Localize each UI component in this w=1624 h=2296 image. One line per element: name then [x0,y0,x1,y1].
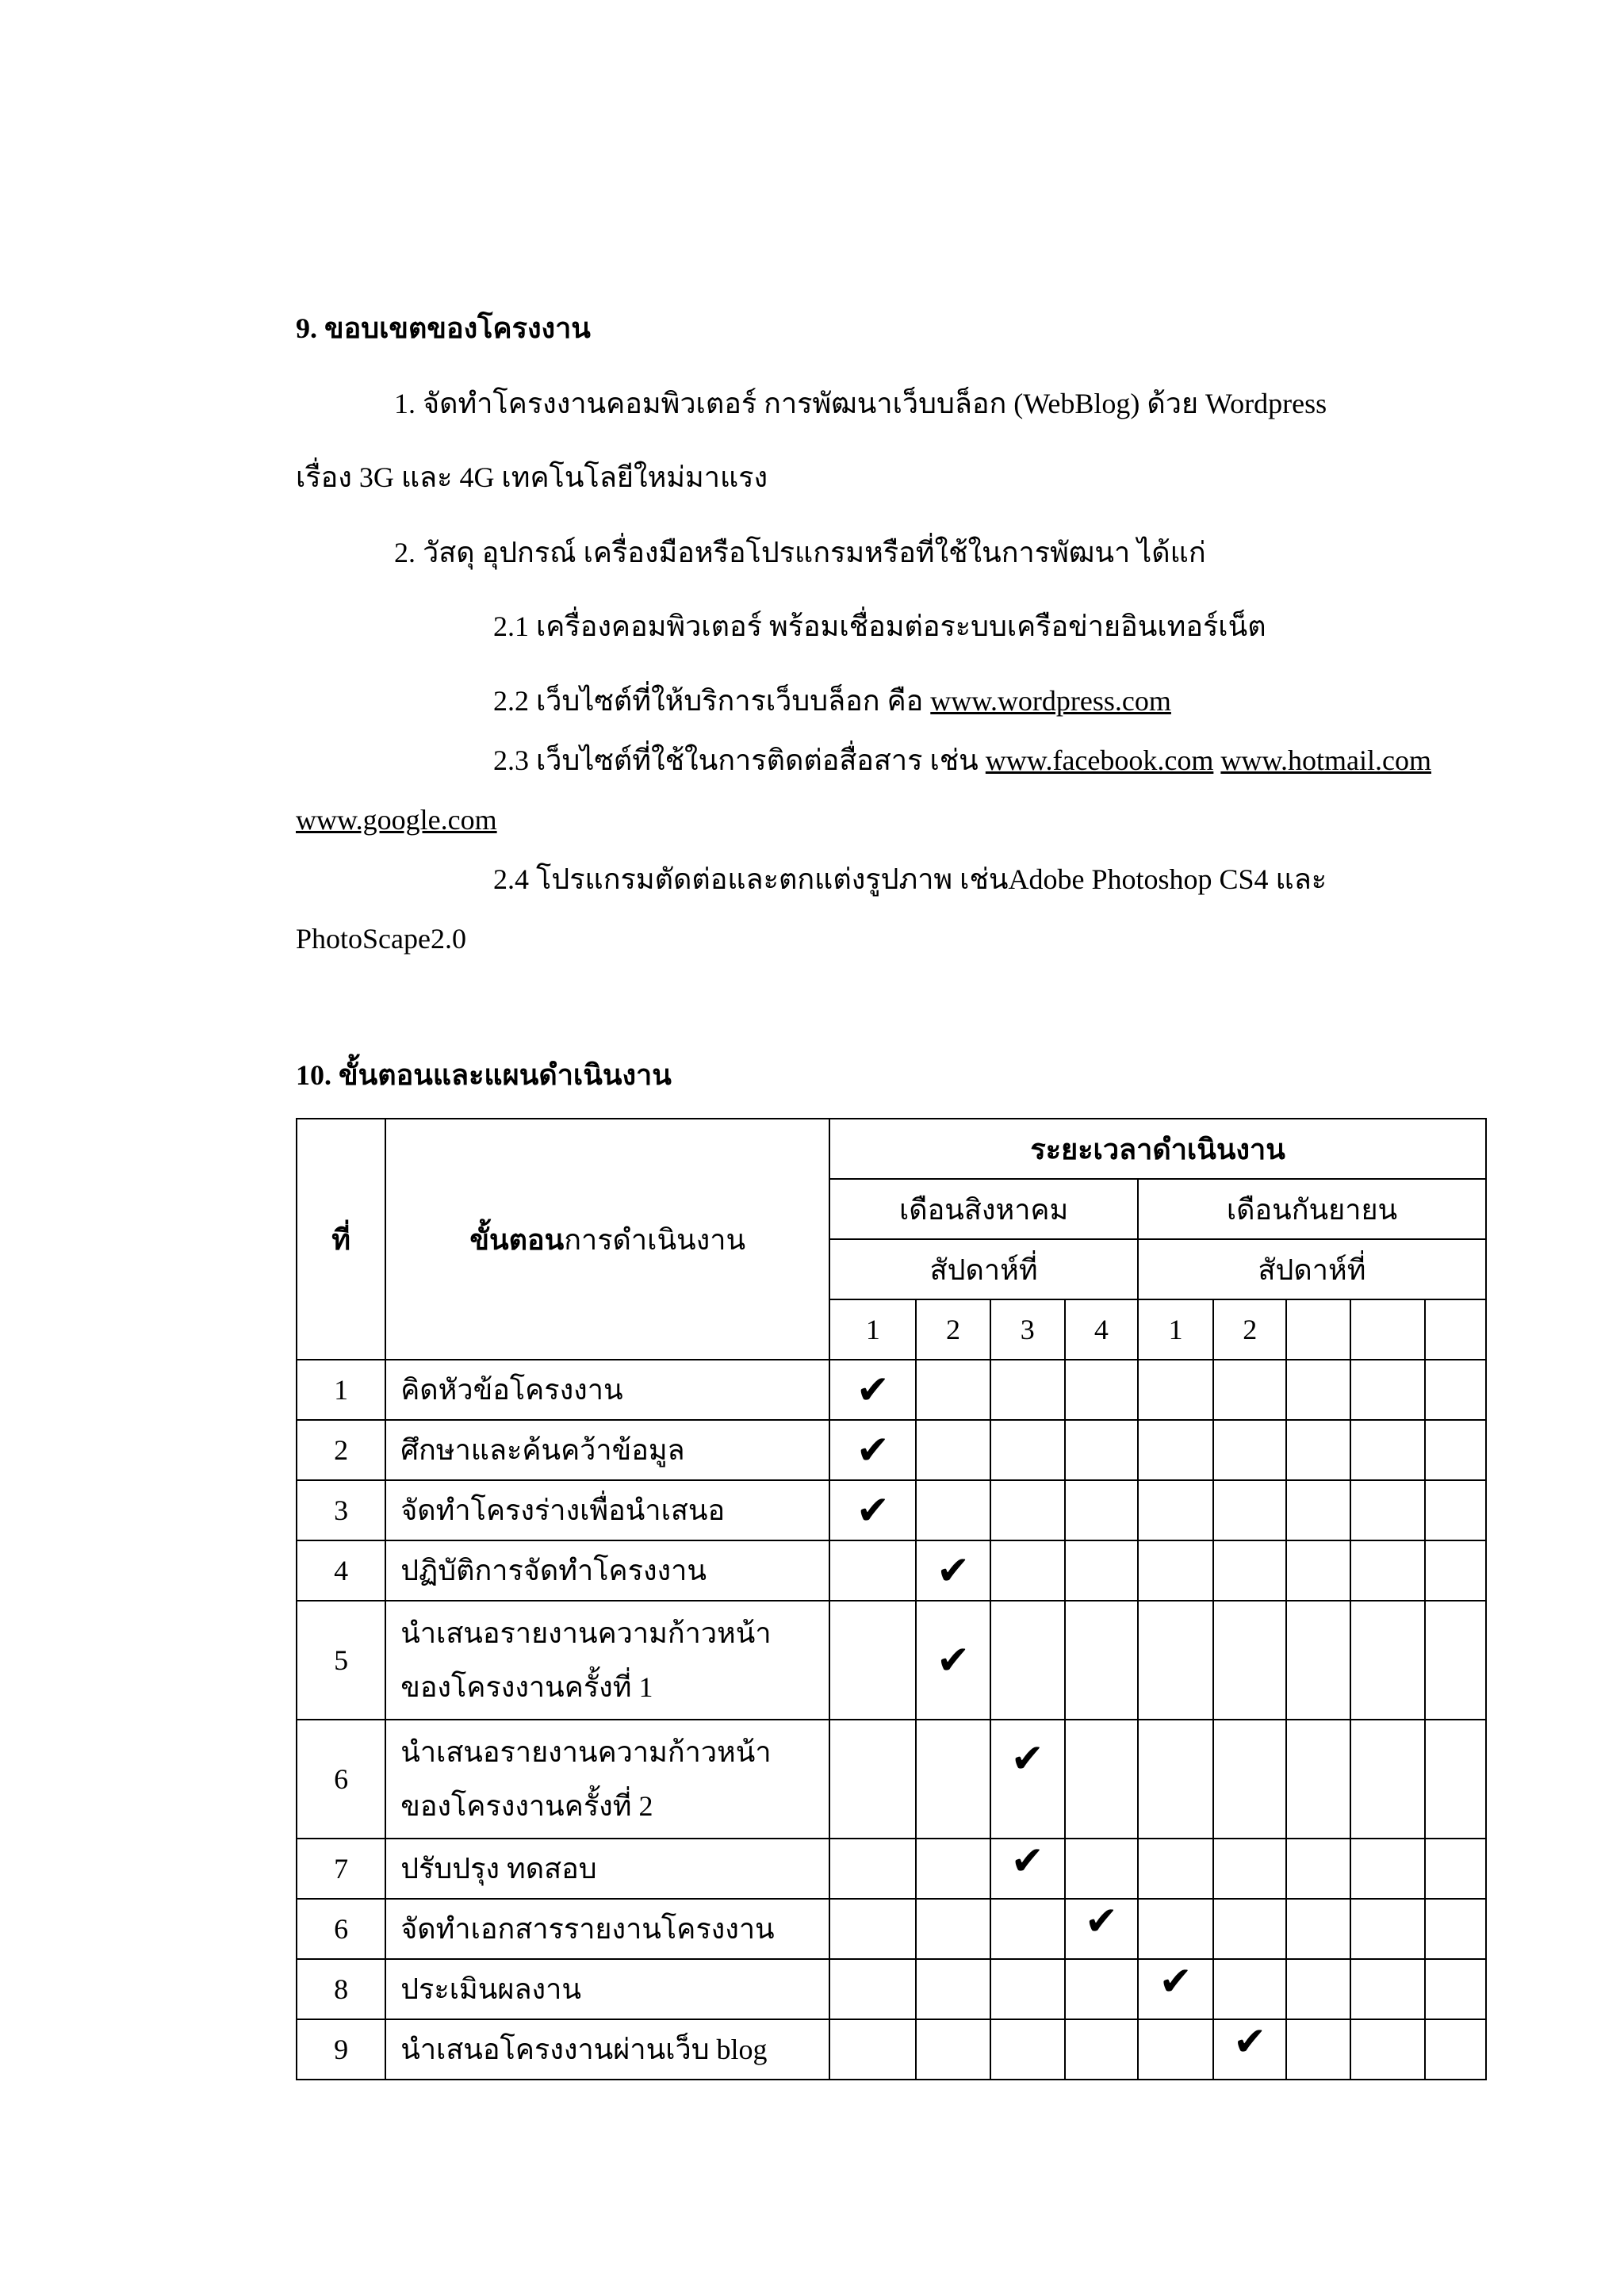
week-cell [1286,1480,1350,1540]
wordpress-link[interactable]: www.wordpress.com [930,685,1171,717]
week-cell [1213,1420,1286,1480]
week-cell [1138,1480,1213,1540]
week-cell [829,1839,916,1899]
week-cell [1425,1959,1486,2019]
scope-item-2-3-text: 2.3 เว็บไซต์ที่ใช้ในการติดต่อสื่อสาร เช่น [493,744,986,776]
week-cell [829,1720,916,1839]
week-cell [1213,1720,1286,1839]
row-number: 2 [297,1420,385,1480]
row-number: 4 [297,1540,385,1601]
step-description [385,1959,829,2019]
week-cell [1138,1360,1213,1420]
week-cell [1350,1839,1424,1899]
month-header-september: เดือนกันยายน [1138,1179,1486,1239]
week-cell [1286,1899,1350,1959]
week-cell [829,1420,916,1480]
week-cell [1213,1540,1286,1601]
week-cell [916,1420,990,1480]
table-row [297,1899,1486,1959]
scope-item-2-4-line-1: 2.4 โปรแกรมตัดต่อและตกแต่งรูปภาพ เช่นAdobe Photoshop CS4 และ [493,863,1327,895]
week-cell [829,1540,916,1601]
week-cell [1286,1601,1350,1720]
column-header-step-rest: การดำเนินงาน [564,1223,746,1256]
week-number [1425,1299,1486,1360]
week-cell [1138,1959,1213,2019]
week-cell [1213,1360,1286,1420]
week-cell [990,1420,1065,1480]
row-number: 8 [297,1959,385,2019]
scope-item-2-1: 2.1 เครื่องคอมพิวเตอร์ พร้อมเชื่อมต่อระบบเครือข่ายอินเทอร์เน็ต [493,610,1266,642]
week-cell [1065,1601,1138,1720]
section-10-heading: 10. ขั้นตอนและแผนดำเนินงาน [296,1059,672,1091]
step-description [385,1839,829,1899]
column-header-step-bold: ขั้นตอน [469,1223,565,1256]
step-description [385,1480,829,1540]
week-cell [1286,1360,1350,1420]
step-description [385,1601,829,1720]
week-cell [1065,1420,1138,1480]
table-row [297,1601,1486,1720]
check-mark-icon: ✔ [1159,1957,1193,2004]
row-number: 9 [297,2019,385,2080]
week-cell [1350,1480,1424,1540]
week-cell [829,1959,916,2019]
week-number: 2 [1213,1299,1286,1360]
row-number: 1 [297,1360,385,1420]
work-plan-body [297,1360,1486,2080]
week-number: 3 [990,1299,1065,1360]
week-cell [1425,1420,1486,1480]
week-cell [1425,1360,1486,1420]
step-line-2: ของโครงงานครั้งที่ 2 [400,1790,653,1822]
table-row [297,1420,1486,1480]
column-header-no: ที่ [297,1119,385,1360]
week-label-august: สัปดาห์ที่ [829,1239,1138,1299]
week-cell [1213,1480,1286,1540]
week-cell [990,2019,1065,2080]
step-line-1: ปฏิบัติการจัดทำโครงงาน [400,1555,707,1586]
check-mark-icon: ✔ [1233,2018,1267,2064]
table-row [297,1480,1486,1540]
week-cell [916,1720,990,1839]
step-line-1: ศึกษาและค้นคว้าข้อมูล [400,1434,685,1466]
row-number: 6 [297,1720,385,1839]
week-cell [990,1959,1065,2019]
week-cell [1350,1420,1424,1480]
week-cell [916,1540,990,1601]
scope-item-2: 2. วัสดุ อุปกรณ์ เครื่องมือหรือโปรแกรมหรือที่ใช้ในการพัฒนา ได้แก่ [394,537,1206,568]
check-mark-icon: ✔ [1084,1897,1118,1944]
week-cell [990,1540,1065,1601]
scope-item-1-line-2: เรื่อง 3G และ 4G เทคโนโลยีใหม่มาแรง [296,461,768,493]
week-cell [916,1839,990,1899]
week-cell [1350,1959,1424,2019]
week-cell [1425,2019,1486,2080]
row-number: 6 [297,1899,385,1959]
week-cell [1286,1959,1350,2019]
week-cell [1065,1959,1138,2019]
week-cell [1350,1540,1424,1601]
week-cell [829,1601,916,1720]
step-line-1: นำเสนอรายงานความก้าวหน้า [400,1617,772,1649]
row-number: 7 [297,1839,385,1899]
check-mark-icon: ✔ [856,1487,890,1533]
step-description [385,1540,829,1601]
step-line-1: ปรับปรุง ทดสอบ [400,1853,597,1885]
column-header-step [385,1119,829,1360]
section-9-heading: 9. ขอบเขตของโครงงาน [296,312,591,344]
week-cell [1286,1420,1350,1480]
week-cell [1213,1899,1286,1959]
google-link[interactable]: www.google.com [296,804,497,836]
week-cell [1350,1601,1424,1720]
step-description [385,1360,829,1420]
week-cell [1286,2019,1350,2080]
step-line-1: นำเสนอโครงงานผ่านเว็บ blog [400,2034,768,2065]
week-number: 2 [916,1299,990,1360]
week-cell [1350,1360,1424,1420]
scope-item-2-2-text: 2.2 เว็บไซต์ที่ให้บริการเว็บบล็อก คือ [493,685,931,717]
week-number [1286,1299,1350,1360]
week-cell [1065,1839,1138,1899]
week-cell [1286,1720,1350,1839]
check-mark-icon: ✔ [1010,1837,1044,1884]
week-number: 1 [829,1299,916,1360]
table-row [297,1540,1486,1601]
week-cell [916,1601,990,1720]
check-mark-icon: ✔ [936,1547,970,1594]
hotmail-link[interactable]: www.hotmail.com [1220,744,1431,776]
week-cell [990,1480,1065,1540]
week-cell [1138,1540,1213,1601]
check-mark-icon: ✔ [1010,1735,1044,1781]
week-cell [990,1839,1065,1899]
step-line-2: ของโครงงานครั้งที่ 1 [400,1671,653,1703]
week-cell [916,2019,990,2080]
work-plan-table [296,1118,1487,2080]
week-cell [916,1360,990,1420]
week-cell [1286,1839,1350,1899]
week-label-september: สัปดาห์ที่ [1138,1239,1486,1299]
table-row [297,1959,1486,2019]
facebook-link[interactable]: www.facebook.com [985,744,1214,776]
week-cell [1425,1839,1486,1899]
step-line-1: ประเมินผลงาน [400,1973,581,2005]
week-cell [1138,2019,1213,2080]
week-cell [990,1720,1065,1839]
step-line-1: จัดทำเอกสารรายงานโครงงาน [400,1913,775,1945]
week-cell [1213,1959,1286,2019]
step-description [385,1420,829,1480]
week-number: 1 [1138,1299,1213,1360]
week-cell [916,1959,990,2019]
week-cell [1065,2019,1138,2080]
week-number [1350,1299,1424,1360]
week-cell [829,2019,916,2080]
week-cell [1425,1720,1486,1839]
week-cell [990,1601,1065,1720]
week-cell [1138,1601,1213,1720]
week-cell [1065,1480,1138,1540]
month-header-august: เดือนสิงหาคม [829,1179,1138,1239]
scope-item-2-4-line-2: PhotoScape2.0 [296,923,466,955]
week-cell [1350,2019,1424,2080]
week-cell [829,1360,916,1420]
week-cell [1065,1720,1138,1839]
week-cell [1138,1899,1213,1959]
step-line-1: คิดหัวข้อโครงงาน [400,1374,623,1406]
week-cell [1350,1899,1424,1959]
check-mark-icon: ✔ [856,1366,890,1413]
step-line-1: นำเสนอรายงานความก้าวหน้า [400,1736,772,1768]
week-cell [1065,1360,1138,1420]
scope-item-1-line-1: 1. จัดทำโครงงานคอมพิวเตอร์ การพัฒนาเว็บบล็อก (WebBlog) ด้วย Wordpress [394,388,1327,419]
row-number: 3 [297,1480,385,1540]
week-cell [1213,2019,1286,2080]
week-cell [1213,1601,1286,1720]
week-number: 4 [1065,1299,1138,1360]
step-line-1: จัดทำโครงร่างเพื่อนำเสนอ [400,1494,726,1526]
check-mark-icon: ✔ [856,1426,890,1473]
week-cell [1286,1540,1350,1601]
week-cell [829,1899,916,1959]
week-cell [1065,1899,1138,1959]
week-cell [1138,1420,1213,1480]
row-number: 5 [297,1601,385,1720]
week-cell [1138,1839,1213,1899]
week-cell [1213,1839,1286,1899]
week-cell [1425,1601,1486,1720]
table-row [297,1720,1486,1839]
table-row [297,1839,1486,1899]
table-row [297,2019,1486,2080]
table-row [297,1360,1486,1420]
week-cell [1425,1480,1486,1540]
scope-item-2-2 [493,683,1171,718]
step-description [385,1899,829,1959]
check-mark-icon: ✔ [936,1636,970,1683]
week-cell [990,1360,1065,1420]
week-cell [1425,1899,1486,1959]
week-cell [990,1899,1065,1959]
step-description [385,1720,829,1839]
period-header: ระยะเวลาดำเนินงาน [829,1119,1486,1179]
week-cell [916,1899,990,1959]
week-cell [1350,1720,1424,1839]
step-description [385,2019,829,2080]
week-cell [1065,1540,1138,1601]
scope-item-2-3 [493,743,1431,778]
week-cell [1138,1720,1213,1839]
week-cell [1425,1540,1486,1601]
week-cell [829,1480,916,1540]
week-cell [916,1480,990,1540]
